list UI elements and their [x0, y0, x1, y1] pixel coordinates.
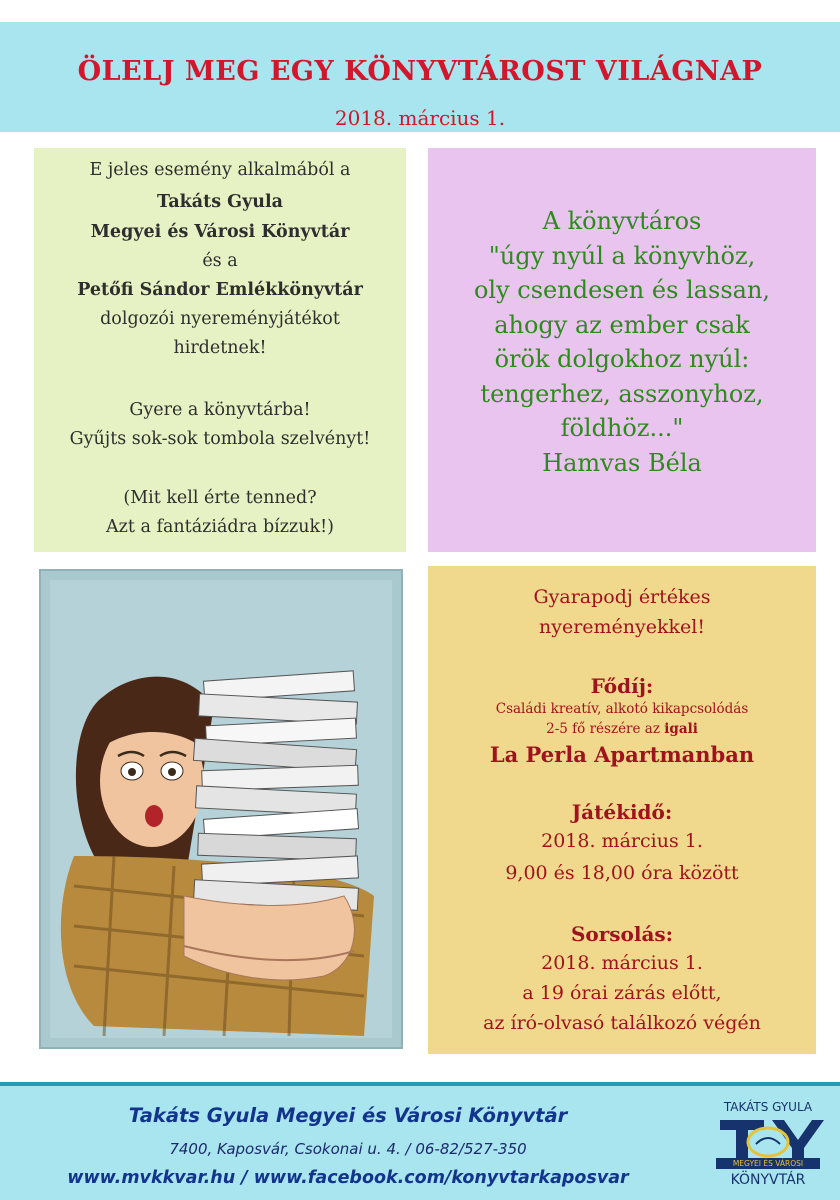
quote-line: ahogy az ember csak: [494, 310, 750, 339]
quote-box: [428, 148, 816, 552]
quote-line: "úgy nyúl a könyvhöz,: [488, 241, 756, 270]
main-prize-label: Fődíj:: [590, 674, 654, 698]
library1-name-line1: Takáts Gyula: [156, 192, 283, 212]
library2-name: Petőfi Sándor Emlékkönyvtár: [77, 280, 363, 300]
announcement-come: Gyere a könyvtárba!: [129, 400, 311, 420]
draw-label: Sorsolás:: [570, 922, 674, 946]
draw-date: 2018. március 1.: [541, 952, 703, 974]
woman-with-books-illustration: [34, 566, 408, 1052]
announcement-and: és a: [202, 251, 238, 271]
prizes-intro-line1: Gyarapodj értékes: [533, 586, 711, 608]
logo-bottom-text: KÖNYVTÁR: [730, 1172, 806, 1188]
footer-address: 7400, Kaposvár, Csokonai u. 4. / 06-82/527-350: [169, 1140, 527, 1158]
game-time-label: Játékidő:: [571, 800, 673, 824]
main-prize-desc-line1: Családi kreatív, alkotó kikapcsolódás: [495, 701, 749, 717]
announcement-announce: hirdetnek!: [173, 338, 267, 358]
draw-time: a 19 órai zárás előtt,: [522, 982, 722, 1004]
announcement-collect: Gyűjts sok-sok tombola szelvényt!: [69, 429, 371, 449]
header-banner: [0, 22, 840, 132]
footer-divider: [0, 1082, 840, 1086]
footer-library-name: Takáts Gyula Megyei és Városi Könyvtár: [128, 1104, 568, 1127]
prizes-box: [428, 566, 816, 1054]
main-prize-desc-bold: igali: [664, 721, 698, 737]
library1-name-line2: Megyei és Városi Könyvtár: [90, 222, 350, 242]
logo-top-text: TAKÁTS GYULA: [723, 1100, 813, 1114]
librarian-illustration: [34, 566, 408, 1052]
quote-line: oly csendesen és lassan,: [473, 276, 771, 304]
page-title: ÖLELJ MEG EGY KÖNYVTÁROST VILÁGNAP: [77, 56, 763, 87]
prizes-intro-line2: nyereményekkel!: [539, 616, 705, 638]
announcement-question: (Mit kell érte tenned?: [123, 488, 317, 508]
quote-line: örök dolgokhoz nyúl:: [494, 345, 750, 373]
quote-line: földhöz...": [560, 414, 684, 442]
event-date: 2018. március 1.: [334, 106, 506, 130]
logo-band-text: MEGYEI ÉS VÁROSI: [716, 1158, 820, 1169]
quote-text: [428, 204, 816, 480]
announcement-staff: dolgozói nyereményjátékot: [100, 309, 340, 329]
quote-author: Hamvas Béla: [542, 448, 702, 477]
footer: [0, 1082, 840, 1200]
footer-web-links[interactable]: www.mvkkvar.hu / www.facebook.com/konyvtarkaposvar: [67, 1168, 629, 1188]
quote-line: A könyvtáros: [542, 207, 702, 235]
game-time-date: 2018. március 1.: [541, 830, 703, 852]
main-prize-desc-pre: 2-5 fő részére az: [546, 721, 660, 737]
library-logo: [706, 1096, 830, 1196]
announcement-box: [34, 148, 406, 552]
main-prize-place: La Perla Apartmanban: [489, 742, 755, 767]
quote-line: tengerhez, asszonyhoz,: [480, 379, 764, 408]
draw-event: az író-olvasó találkozó végén: [483, 1012, 761, 1034]
announcement-intro: E jeles esemény alkalmából a: [89, 160, 351, 180]
game-time-hours: 9,00 és 18,00 óra között: [505, 862, 739, 884]
announcement-answer: Azt a fantáziádra bízzuk!): [106, 517, 334, 537]
main-prize-desc-line2: [428, 721, 816, 737]
